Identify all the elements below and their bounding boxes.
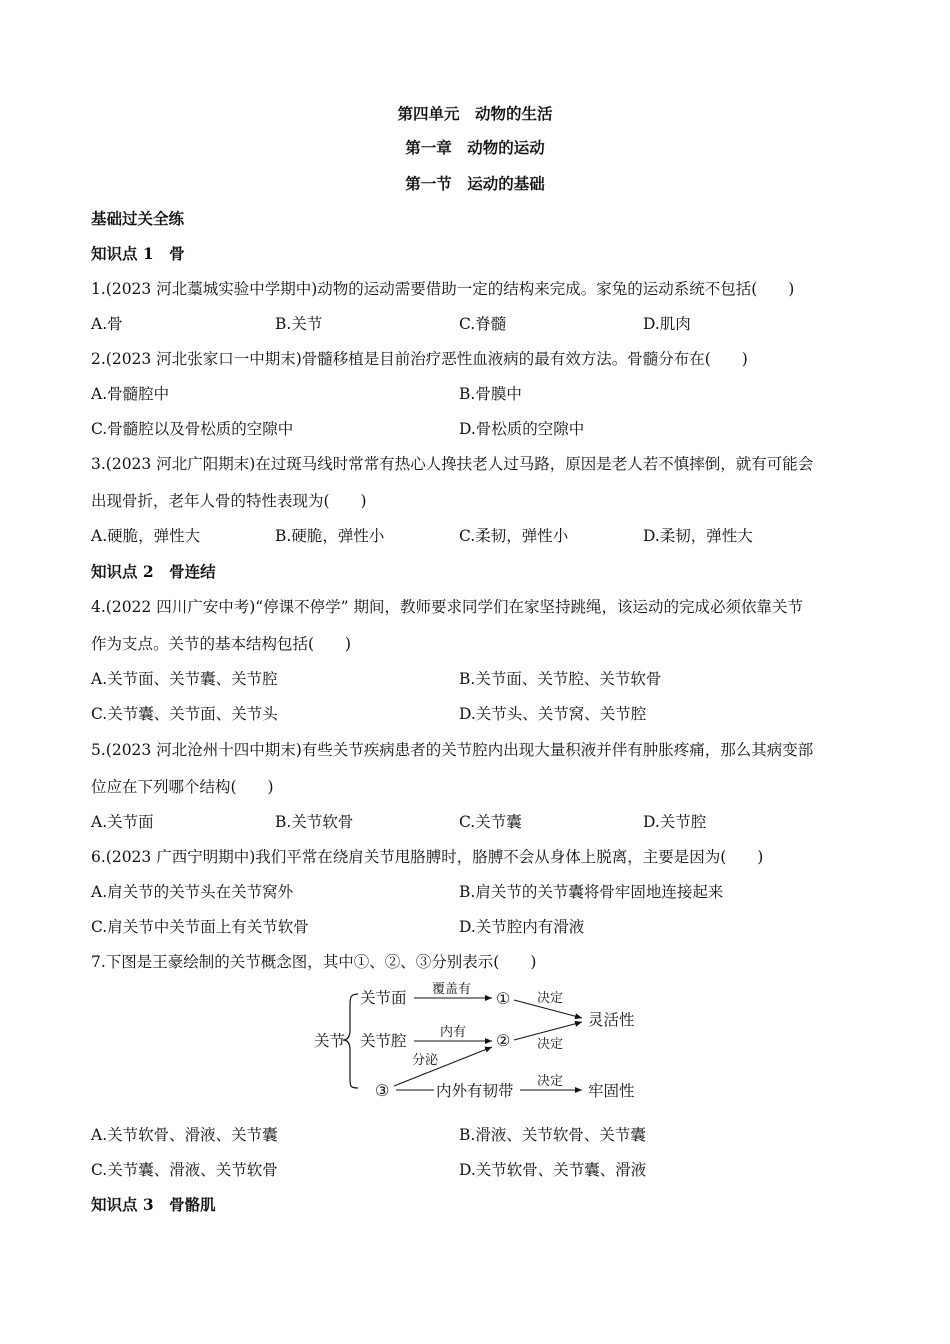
q3-option-c: C.柔韧，弹性小 [459, 527, 569, 545]
node-articular-surface: 关节面 [360, 989, 407, 1007]
question-2-stem: 2.(2023 河北张家口一中期末)骨髓移植是目前治疗恶性血液病的最有效方法。骨髓分布在( ) [91, 350, 748, 368]
edge-ligaments: 内外有韧带 [436, 1082, 514, 1100]
q7-option-a: A.关节软骨、滑液、关节囊 [91, 1126, 278, 1144]
question-7-stem: 7.下图是王豪绘制的关节概念图，其中①、②、③分别表示( ) [91, 953, 537, 971]
q5-option-b: B.关节软骨 [275, 813, 354, 831]
question-5-stem-line2: 位应在下列哪个结构( ) [91, 778, 274, 796]
q6-option-d: D.关节腔内有滑液 [459, 918, 585, 936]
q5-option-d: D.关节腔 [643, 813, 707, 831]
q5-option-c: C.关节囊 [459, 813, 522, 831]
edge-covers: 覆盖有 [432, 982, 472, 997]
q2-option-c: C.骨髓腔以及骨松质的空隙中 [91, 420, 294, 438]
edge-determines-1: 决定 [537, 991, 564, 1006]
question-1-stem: 1.(2023 河北藁城实验中学期中)动物的运动需要借助一定的结构来完成。家兔的运动系统不包括( ) [91, 280, 795, 298]
node-1: ① [496, 989, 511, 1008]
result-stability: 牢固性 [588, 1082, 635, 1100]
q2-option-d: D.骨松质的空隙中 [459, 420, 585, 438]
q7-option-d: D.关节软骨、关节囊、滑液 [459, 1161, 647, 1179]
question-4-stem-line1: 4.(2022 四川广安中考)“停课不停学” 期间，教师要求同学们在家坚持跳绳，该运动的完成必须依靠关节 [91, 598, 804, 616]
question-3-stem-line2: 出现骨折，老年人骨的特性表现为( ) [91, 492, 367, 510]
q4-option-d: D.关节头、关节窝、关节腔 [459, 705, 647, 723]
q2-option-a: A.骨髓腔中 [91, 385, 170, 403]
q2-option-b: B.骨膜中 [459, 385, 522, 403]
q4-option-c: C.关节囊、关节面、关节头 [91, 705, 278, 723]
q6-option-b: B.肩关节的关节囊将骨牢固地连接起来 [459, 883, 724, 901]
q1-option-a: A.骨 [91, 315, 123, 333]
knowledge-point-2: 知识点 2 骨连结 [91, 562, 216, 581]
edge-determines-3: 决定 [537, 1074, 564, 1089]
arrow-secretes [394, 1047, 492, 1086]
question-5-stem-line1: 5.(2023 河北沧州十四中期末)有些关节疾病患者的关节腔内出现大量积液并伴有肿胀疼痛，那么其病变部 [91, 741, 814, 759]
joint-concept-diagram [0, 982, 950, 1112]
brace [343, 994, 358, 1088]
q5-option-a: A.关节面 [91, 813, 154, 831]
q7-option-c: C.关节囊、滑液、关节软骨 [91, 1161, 278, 1179]
q1-option-b: B.关节 [275, 315, 323, 333]
q1-option-c: C.脊髓 [459, 315, 507, 333]
root-label: 关节 [314, 1032, 346, 1050]
part-title: 基础过关全练 [91, 209, 185, 228]
knowledge-point-3: 知识点 3 骨骼肌 [91, 1195, 216, 1214]
node-joint-cavity: 关节腔 [360, 1032, 407, 1050]
q1-option-d: D.肌肉 [643, 315, 691, 333]
q6-option-c: C.肩关节中关节面上有关节软骨 [91, 918, 309, 936]
q3-option-d: D.柔韧，弹性大 [643, 527, 753, 545]
node-3: ③ [375, 1081, 390, 1100]
unit-title: 第四单元 动物的生活 [397, 104, 553, 123]
result-flexibility: 灵活性 [588, 1011, 635, 1029]
q3-option-b: B.硬脆，弹性小 [275, 527, 385, 545]
question-6-stem: 6.(2023 广西宁明期中)我们平常在绕肩关节甩胳膊时，胳膊不会从身体上脱离，主要是因为( ) [91, 848, 764, 866]
section-title: 第一节 运动的基础 [405, 174, 545, 193]
q3-option-a: A.硬脆，弹性大 [91, 527, 201, 545]
edge-secretes: 分泌 [412, 1053, 439, 1068]
knowledge-point-1: 知识点 1 骨 [91, 244, 185, 263]
q6-option-a: A.肩关节的关节头在关节窝外 [91, 883, 294, 901]
node-2: ② [496, 1031, 511, 1050]
edge-determines-2: 决定 [537, 1037, 564, 1052]
question-4-stem-line2: 作为支点。关节的基本结构包括( ) [91, 635, 352, 653]
q7-option-b: B.滑液、关节软骨、关节囊 [459, 1126, 646, 1144]
q4-option-a: A.关节面、关节囊、关节腔 [91, 670, 278, 688]
question-3-stem-line1: 3.(2023 河北广阳期末)在过斑马线时常常有热心人搀扶老人过马路，原因是老人若不慎摔倒，就有可能会 [91, 455, 814, 473]
chapter-title: 第一章 动物的运动 [405, 138, 545, 157]
edge-contains: 内有 [440, 1025, 467, 1040]
q4-option-b: B.关节面、关节腔、关节软骨 [459, 670, 662, 688]
